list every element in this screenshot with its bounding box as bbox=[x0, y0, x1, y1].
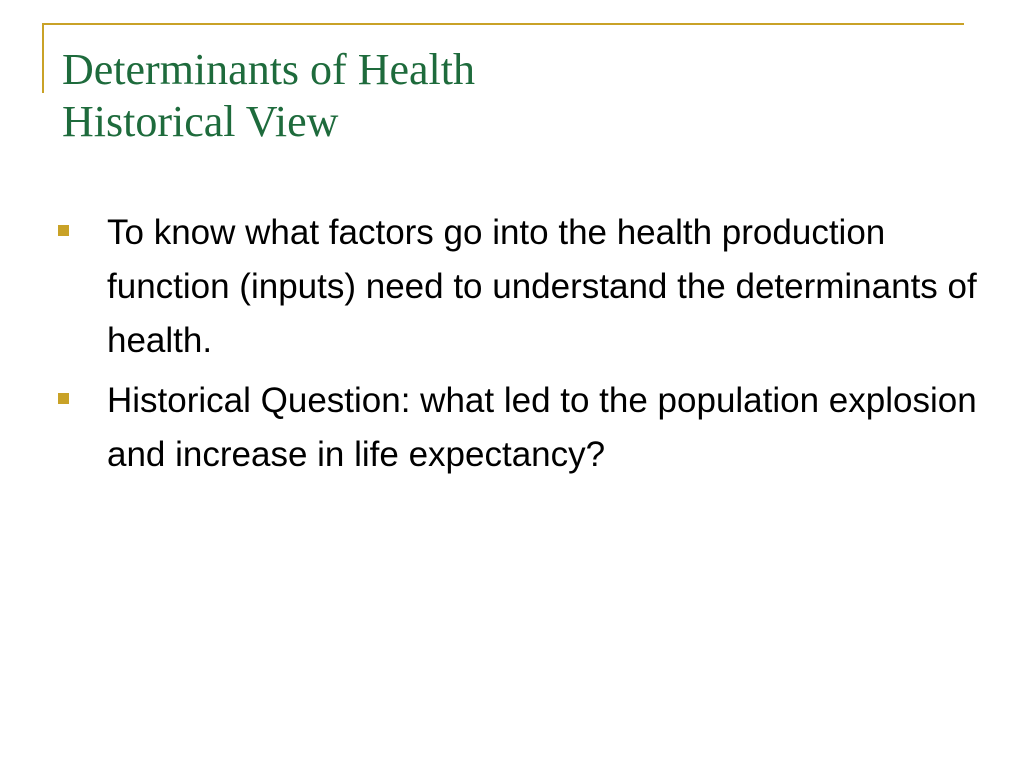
frame-top-line bbox=[42, 23, 964, 25]
bullet-item-1 bbox=[58, 206, 988, 368]
frame-left-line bbox=[42, 23, 44, 93]
slide-title bbox=[62, 44, 962, 148]
bullet-list bbox=[58, 206, 988, 488]
bullet-text-2: Historical Question: what led to the population explosion and increase in life expectancy? bbox=[107, 381, 977, 474]
square-bullet-icon bbox=[58, 225, 69, 236]
title-line-1: Determinants of Health bbox=[62, 45, 475, 94]
bullet-text-1: To know what factors go into the health production function (inputs) need to understand the determinants of health. bbox=[107, 213, 977, 360]
bullet-item-2 bbox=[58, 374, 988, 482]
title-line-2: Historical View bbox=[62, 97, 339, 146]
square-bullet-icon bbox=[58, 393, 69, 404]
